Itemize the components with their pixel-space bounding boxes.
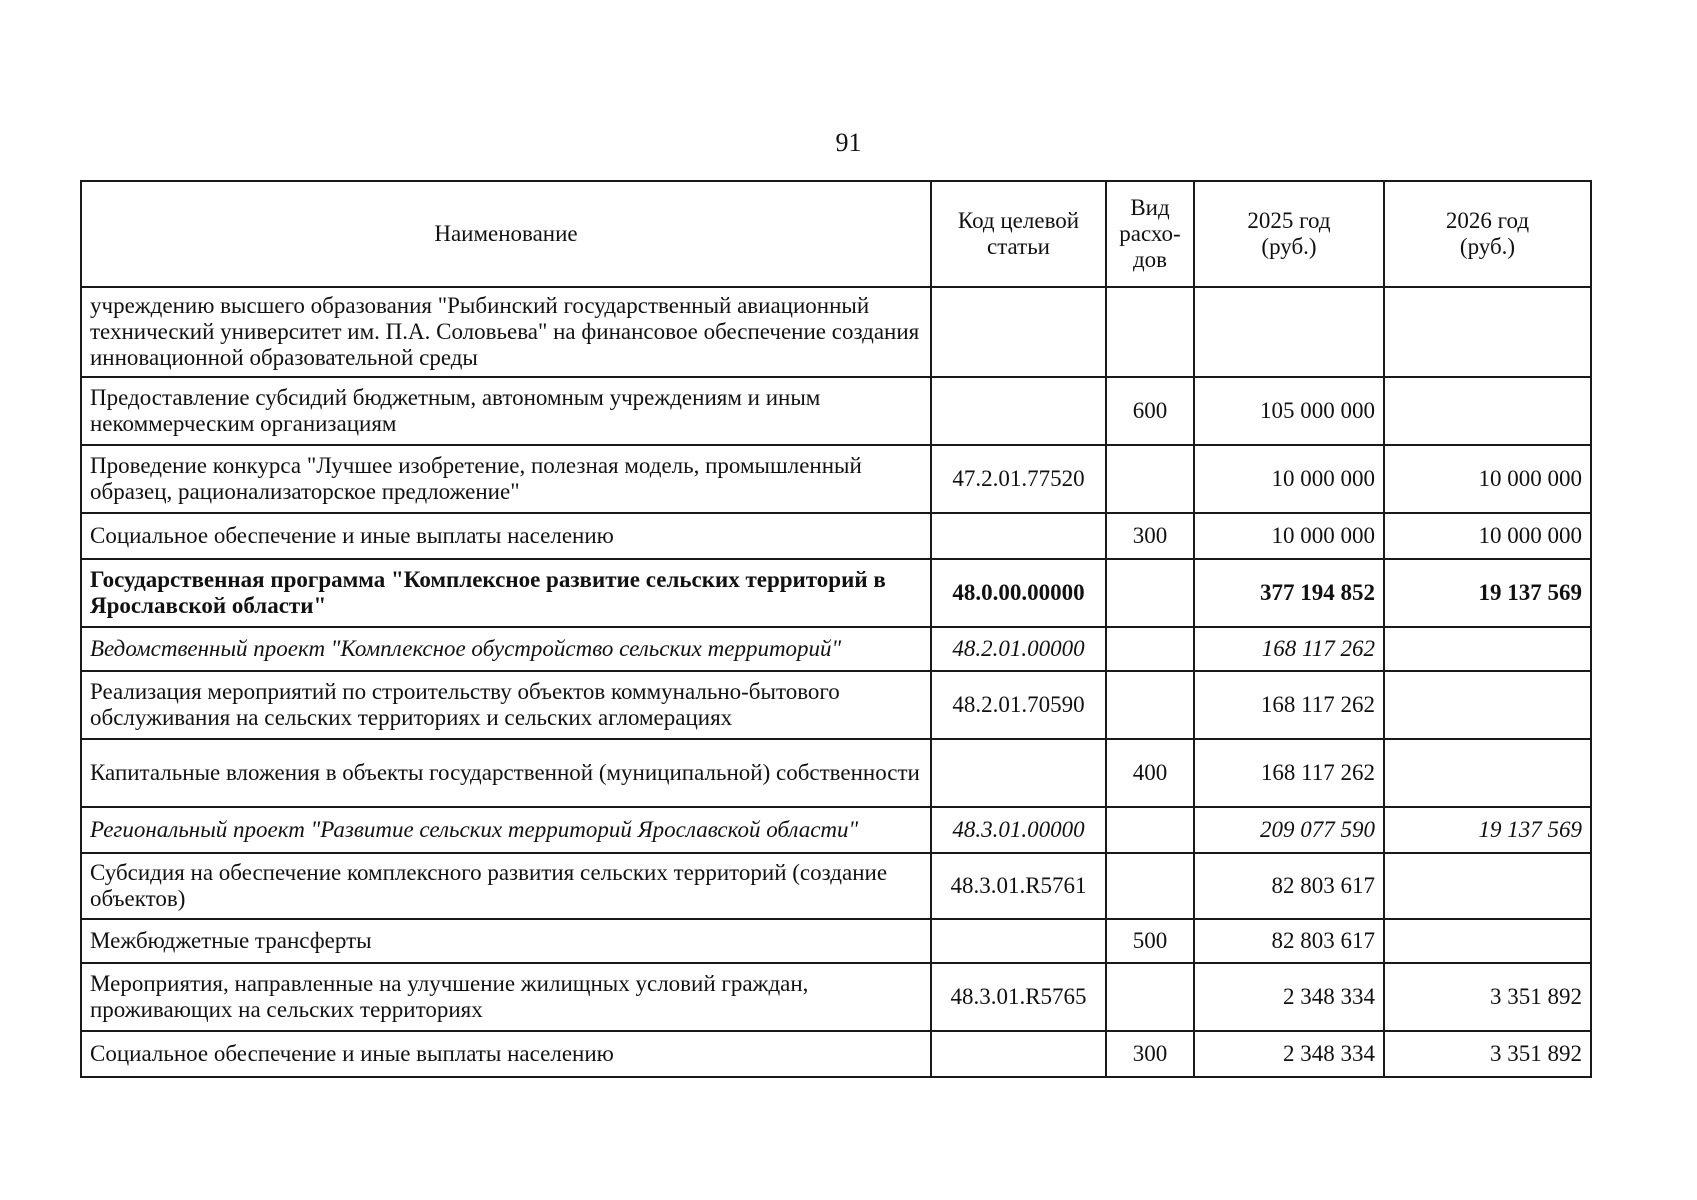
row-2025: 10 000 000	[1194, 513, 1384, 559]
row-code: 48.3.01.00000	[931, 807, 1106, 853]
table-row	[81, 739, 1591, 807]
row-name: Субсидия на обеспечение комплексного развития сельских территорий (создание объектов)	[81, 853, 931, 919]
table-row	[81, 919, 1591, 963]
row-code	[931, 287, 1106, 377]
row-name: Ведомственный проект "Комплексное обустройство сельских территорий"	[81, 627, 931, 671]
table-row	[81, 445, 1591, 513]
table-row	[81, 559, 1591, 627]
row-2026: 19 137 569	[1384, 807, 1591, 853]
table-row	[81, 671, 1591, 739]
row-code: 48.0.00.00000	[931, 559, 1106, 627]
header-kind: Вид расхо- дов	[1106, 181, 1194, 287]
row-2026	[1384, 627, 1591, 671]
budget-table	[80, 180, 1592, 1078]
row-kind	[1106, 807, 1194, 853]
row-name: Социальное обеспечение и иные выплаты населению	[81, 513, 931, 559]
row-2025: 168 117 262	[1194, 739, 1384, 807]
row-2026	[1384, 919, 1591, 963]
row-kind: 300	[1106, 513, 1194, 559]
row-name: Межбюджетные трансферты	[81, 919, 931, 963]
row-2026	[1384, 287, 1591, 377]
row-2025: 105 000 000	[1194, 377, 1384, 445]
table-row	[81, 1031, 1591, 1077]
header-2026: 2026 год (руб.)	[1384, 181, 1591, 287]
row-kind	[1106, 445, 1194, 513]
row-2025	[1194, 287, 1384, 377]
row-2026	[1384, 853, 1591, 919]
row-kind: 500	[1106, 919, 1194, 963]
table-row	[81, 513, 1591, 559]
row-2026: 19 137 569	[1384, 559, 1591, 627]
row-2025: 82 803 617	[1194, 853, 1384, 919]
row-kind	[1106, 853, 1194, 919]
row-code: 48.3.01.R5765	[931, 963, 1106, 1031]
row-2025: 377 194 852	[1194, 559, 1384, 627]
row-2026	[1384, 671, 1591, 739]
table-row	[81, 377, 1591, 445]
row-2026	[1384, 377, 1591, 445]
row-code	[931, 377, 1106, 445]
table-row	[81, 287, 1591, 377]
row-2025: 2 348 334	[1194, 1031, 1384, 1077]
header-name: Наименование	[81, 181, 931, 287]
row-code: 48.2.01.70590	[931, 671, 1106, 739]
row-kind	[1106, 559, 1194, 627]
row-name: Капитальные вложения в объекты государственной (муниципальной) собственности	[81, 739, 931, 807]
table-header-row	[81, 181, 1591, 287]
row-2025: 2 348 334	[1194, 963, 1384, 1031]
row-2026: 10 000 000	[1384, 513, 1591, 559]
row-code	[931, 513, 1106, 559]
row-code	[931, 1031, 1106, 1077]
row-2025: 168 117 262	[1194, 627, 1384, 671]
table-row	[81, 963, 1591, 1031]
row-2025: 82 803 617	[1194, 919, 1384, 963]
table-row	[81, 627, 1591, 671]
row-kind: 300	[1106, 1031, 1194, 1077]
header-2025: 2025 год (руб.)	[1194, 181, 1384, 287]
row-name: Проведение конкурса "Лучшее изобретение, полезная модель, промышленный образец, рационализаторское предложение"	[81, 445, 931, 513]
row-kind: 600	[1106, 377, 1194, 445]
row-code: 48.2.01.00000	[931, 627, 1106, 671]
row-name: Реализация мероприятий по строительству объектов коммунально-бытового обслуживания на сельских территориях и сельских агломерациях	[81, 671, 931, 739]
row-name: Социальное обеспечение и иные выплаты населению	[81, 1031, 931, 1077]
row-name: Мероприятия, направленные на улучшение жилищных условий граждан, проживающих на сельских территориях	[81, 963, 931, 1031]
row-kind	[1106, 671, 1194, 739]
row-code	[931, 739, 1106, 807]
row-code: 47.2.01.77520	[931, 445, 1106, 513]
page-number: 91	[835, 128, 862, 157]
row-2026	[1384, 739, 1591, 807]
row-2026: 3 351 892	[1384, 1031, 1591, 1077]
row-name: учреждению высшего образования "Рыбинский государственный авиационный технический университет им. П.А. Соловьева" на финансовое обеспечение создания инновационной образовательной среды	[81, 287, 931, 377]
row-name: Региональный проект "Развитие сельских территорий Ярославской области"	[81, 807, 931, 853]
row-2025: 10 000 000	[1194, 445, 1384, 513]
row-2026: 10 000 000	[1384, 445, 1591, 513]
row-kind	[1106, 627, 1194, 671]
row-kind	[1106, 287, 1194, 377]
table-row	[81, 807, 1591, 853]
row-name: Предоставление субсидий бюджетным, автономным учреждениям и иным некоммерческим организациям	[81, 377, 931, 445]
row-code: 48.3.01.R5761	[931, 853, 1106, 919]
row-2025: 209 077 590	[1194, 807, 1384, 853]
row-2026: 3 351 892	[1384, 963, 1591, 1031]
row-code	[931, 919, 1106, 963]
header-code: Код целевой статьи	[931, 181, 1106, 287]
row-2025: 168 117 262	[1194, 671, 1384, 739]
row-kind	[1106, 963, 1194, 1031]
row-kind: 400	[1106, 739, 1194, 807]
row-name: Государственная программа "Комплексное развитие сельских территорий в Ярославской области"	[81, 559, 931, 627]
table-row	[81, 853, 1591, 919]
